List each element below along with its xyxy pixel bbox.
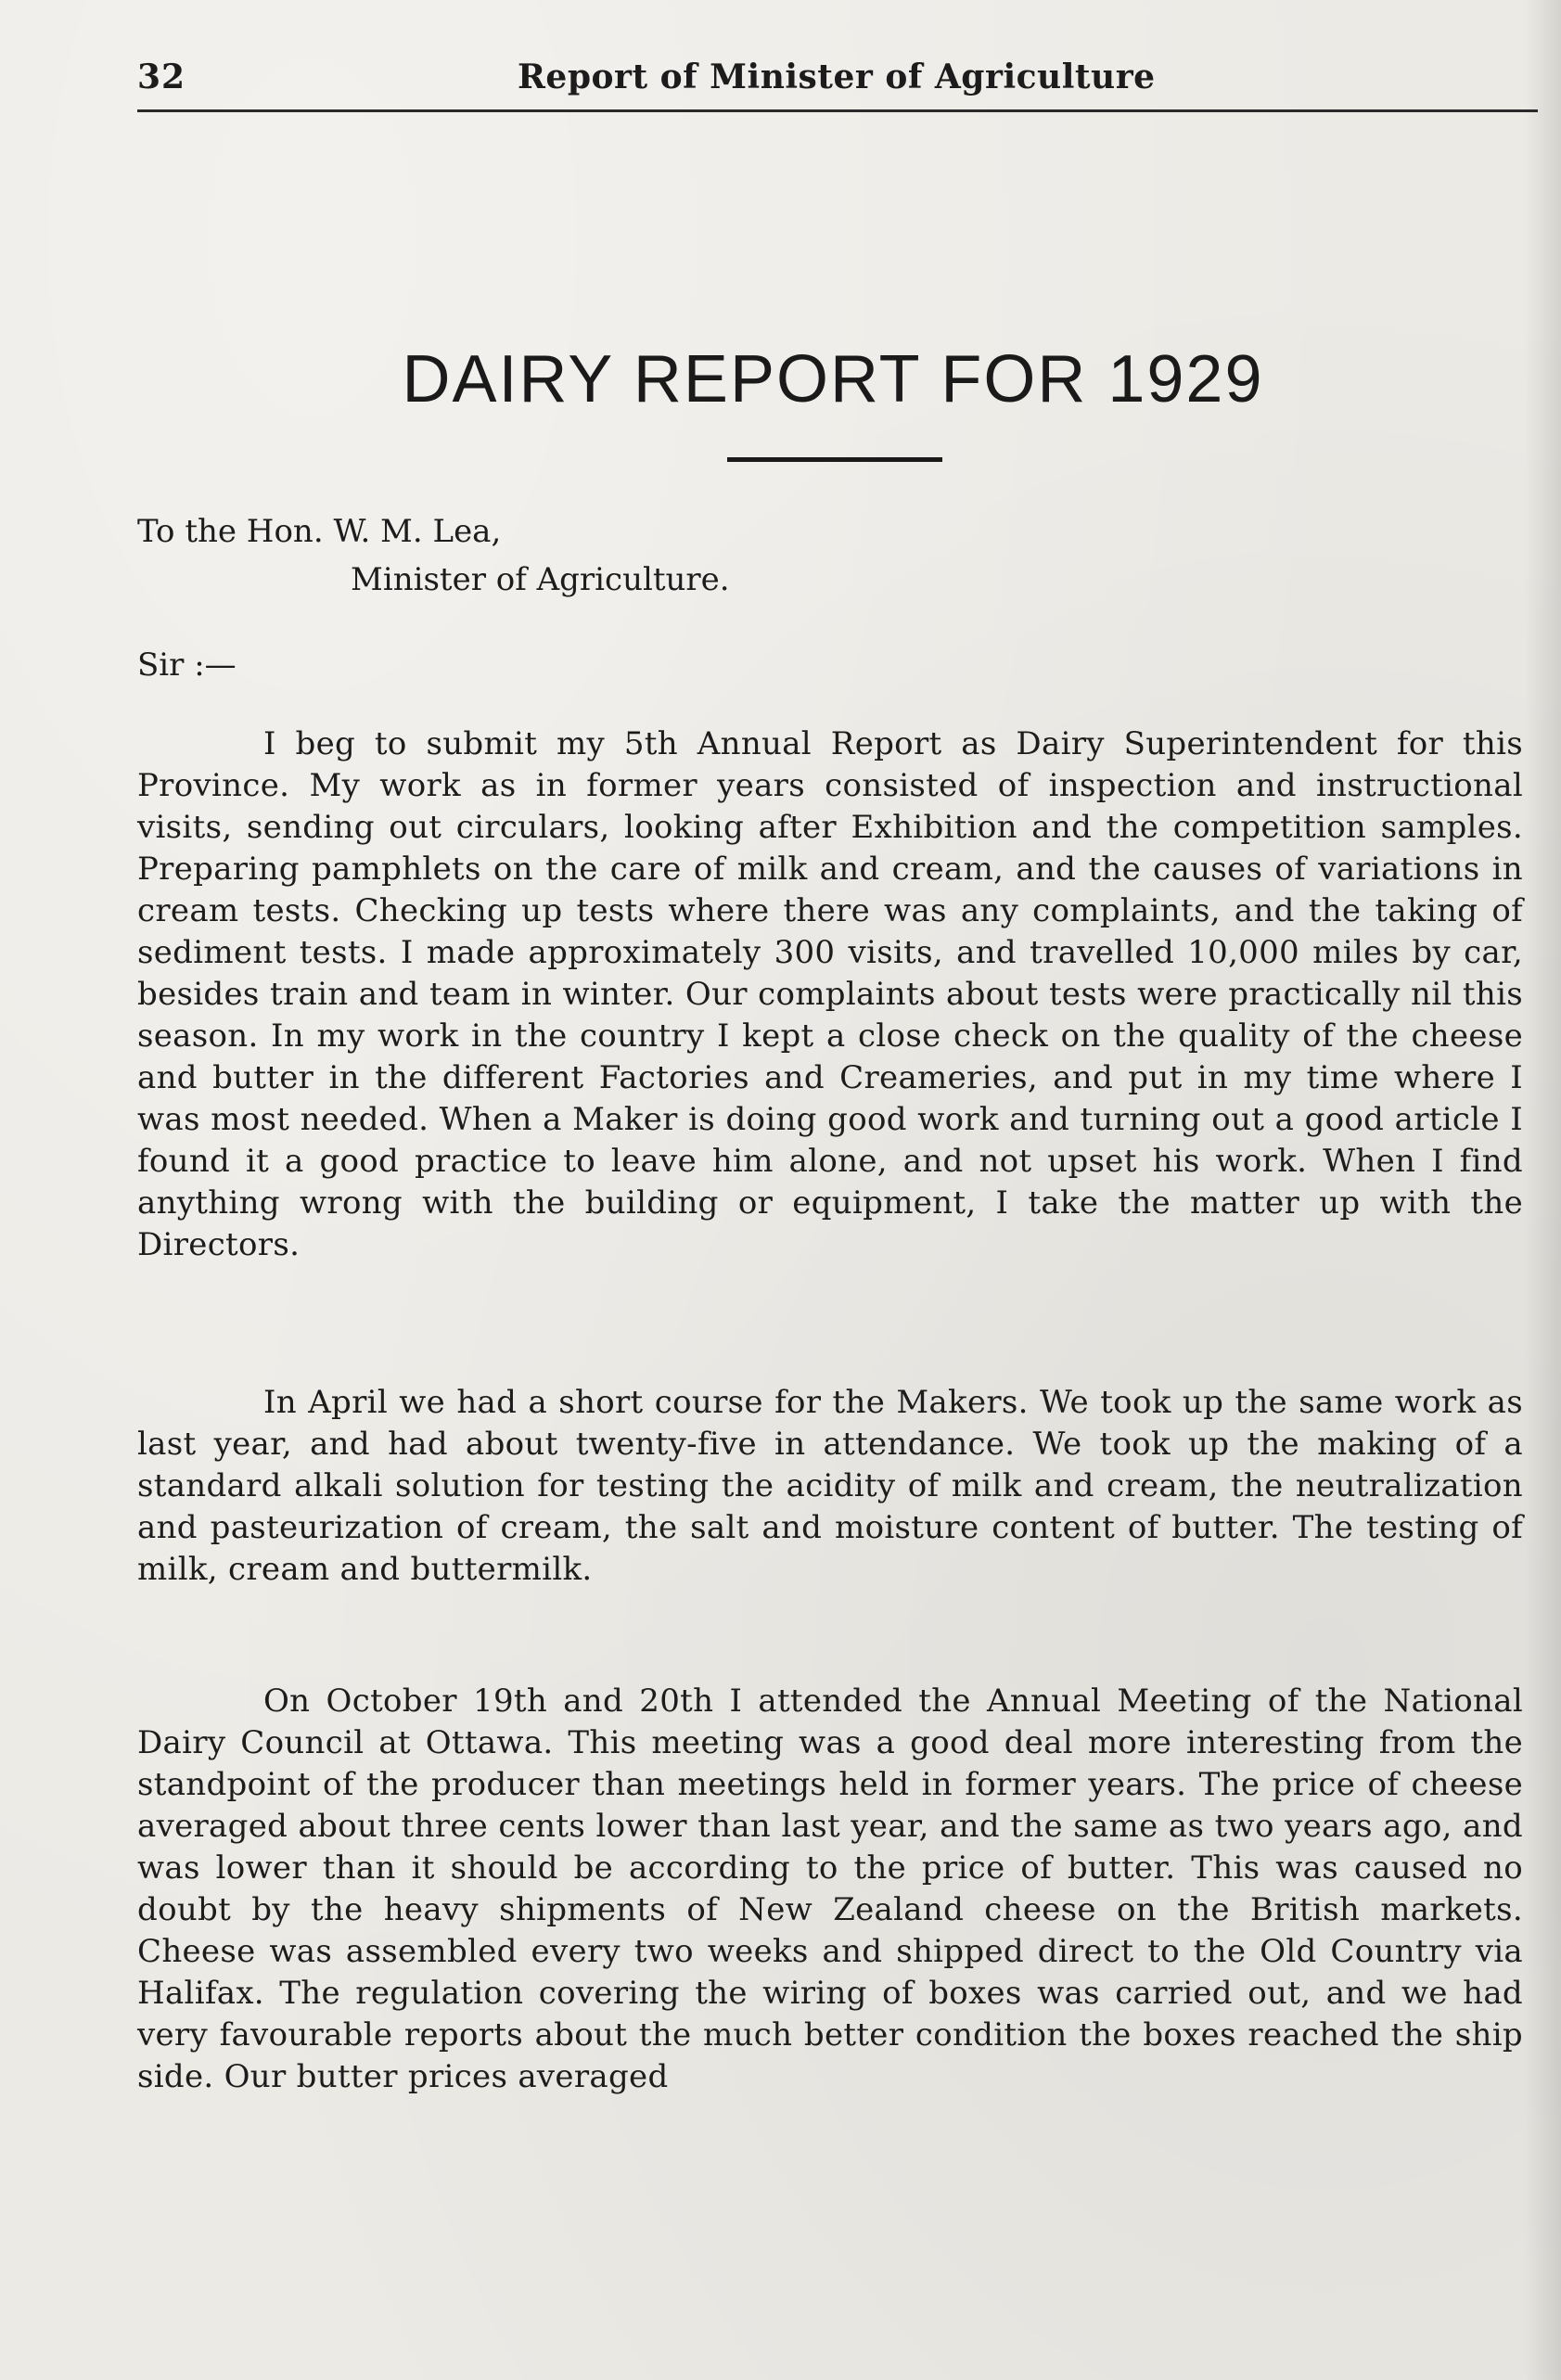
greeting: Sir :— [137,646,237,684]
addressee-title: Minister of Agriculture. [351,561,730,598]
body-paragraph: In April we had a short course for the Makers. We took up the same work as last year, and had about twenty-five in attendance. We took up the making of a standard alkali solution for testing the acidity of milk and cream, the neutralization and pasteurization of cream, the salt and moisture content of butter. The testing of milk, cream and buttermilk. [137,1384,1523,1588]
body-paragraph: I beg to submit my 5th Annual Report as Dairy Superintendent for this Province. My work as in former years consisted of inspection and instructional visits, sending out circulars, looking after Exhibition and the competition samples. Preparing pamphlets on the care of milk and cream, and the causes of variations in cream tests. Checking up tests where there was any complaints, and the taking of sediment tests. I made approximately 300 visits, and travelled 10,000 miles by car, besides train and team in winter. Our complaints about tests were practically nil this season. In my work in the country I kept a close check on the quality of the cheese and butter in the different Factories and Creameries, and put in my time where I was most needed. When a Maker is doing good work and turning out a good article I found it a good practice to leave him alone, and not upset his work. When I find anything wrong with the building or equipment, I take the matter up with the Directors. [137,725,1523,1263]
page-number: 32 [137,58,186,96]
report-title: DAIRY REPORT FOR 1929 [402,342,1264,416]
salutation-line: To the Hon. W. M. Lea, [137,513,502,550]
page-edge-shadow [1524,0,1561,2380]
body-paragraph: On October 19th and 20th I attended the Annual Meeting of the National Dairy Council at Ottawa. This meeting was a good deal more interesting from the standpoint of the producer than meetings held in former years. The price of cheese averaged about three cents lower than last year, and the same as two years ago, and was lower than it should be according to the price of butter. This was caused no doubt by the heavy shipments of New Zealand cheese on the British markets. Cheese was assembled every two weeks and shipped direct to the Old Country via Halifax. The regulation covering the wiring of boxes was carried out, and we had very favourable reports about the much better condition the boxes reached the ship side. Our butter prices averaged [137,1683,1523,2095]
title-underline [727,457,942,462]
running-title: Report of Minister of Agriculture [518,58,1156,96]
header-divider [137,109,1538,112]
page-header [137,58,1538,113]
